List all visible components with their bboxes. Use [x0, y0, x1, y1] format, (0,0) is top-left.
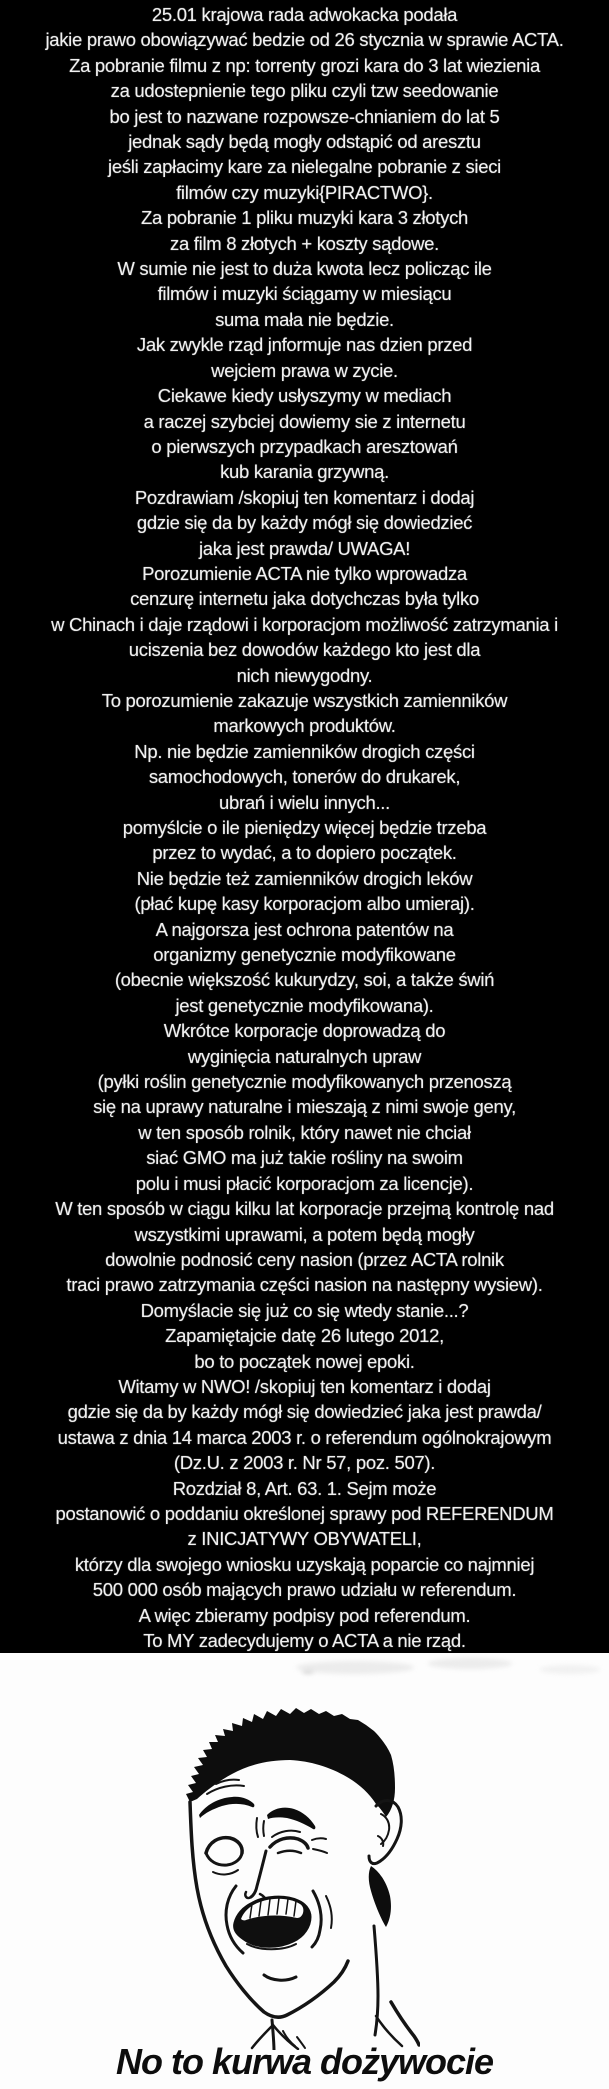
meme-caption: No to kurwa dożywocie: [115, 2041, 494, 2082]
paper-smudge: [428, 1658, 512, 1669]
meme-text-line: 500 000 osób mających prawo udziału w referendum.: [92, 1579, 517, 1601]
meme-text-line: Np. nie będzie zamienników drogich części: [134, 740, 475, 762]
meme-bottom-panel: [0, 1653, 609, 2089]
meme-text-line: Wkrótce korporacje doprowadzą do: [163, 1020, 446, 1042]
meme-text-line: gdzie się da by każdy mógł się dowiedzieć jaka jest prawda/: [67, 1401, 542, 1423]
meme-text-line: markowych produktów.: [213, 715, 396, 737]
meme-text-line: (Dz.U. z 2003 r. Nr 57, poz. 507).: [173, 1452, 436, 1474]
paper-smudge: [302, 1670, 314, 1674]
meme-text-line: Ciekawe kiedy usłyszymy w mediach: [157, 385, 452, 407]
meme-text-line: organizmy genetycznie modyfikowane: [153, 944, 456, 966]
meme-text-line: Nie będzie też zamienników drogich leków: [136, 867, 473, 889]
meme-text-line: Domyślacie się już co się wtedy stanie...?: [140, 1299, 469, 1321]
meme-text-line: filmów i muzyki ściągamy w miesiącu: [157, 283, 452, 305]
meme-text-line: Za pobranie 1 pliku muzyki kara 3 złotych: [140, 207, 469, 229]
meme-text-line: jeśli zapłacimy kare za nielegalne pobranie z sieci: [108, 156, 501, 178]
meme-text-line: polu i musi płacić korporacjom za licencje).: [135, 1172, 474, 1194]
meme-text-line: To MY zadecydujemy o ACTA a nie rząd.: [143, 1630, 466, 1651]
meme-text-line: gdzie się da by każdy mógł się dowiedzieć: [136, 512, 473, 534]
meme-text-line: wejciem prawa w zycie.: [211, 359, 398, 381]
meme-text-line: A więc zbieramy podpisy pod referendum.: [138, 1604, 471, 1626]
meme-text-line: za udostepnienie tego pliku czyli tzw seedowanie: [110, 80, 499, 102]
meme-text-line: o pierwszych przypadkach aresztowań: [151, 435, 458, 457]
meme-text-line: suma mała nie będzie.: [215, 308, 394, 330]
meme-text-line: przez to wydać, a to dopiero początek.: [152, 842, 457, 864]
paper-smudge: [540, 1665, 600, 1674]
meme-text-line: W sumie nie jest to duża kwota lecz policząc ile: [117, 258, 492, 280]
meme-text-line: nich niewygodny.: [236, 664, 373, 686]
meme-text-line: wszystkimi uprawami, a potem będą mogły: [134, 1223, 475, 1245]
meme-text-line: jednak sądy będą mogły odstąpić od aresztu: [128, 131, 481, 153]
meme-text-line: pomyślcie o ile pieniędzy więcej będzie trzeba: [122, 817, 487, 838]
meme-text-line: Pozdrawiam /skopiuj ten komentarz i dodaj: [134, 486, 475, 508]
meme-text-line: kub karania grzywną.: [220, 461, 389, 483]
meme-text-line: z INICJATYWY OBYWATELI,: [187, 1528, 422, 1550]
meme-text-line: a raczej szybciej dowiemy sie z internetu: [143, 410, 466, 432]
meme-text-line: Rozdział 8, Art. 63. 1. Sejm może: [172, 1477, 437, 1499]
meme-text-line: wyginięcia naturalnych upraw: [187, 1045, 422, 1067]
meme-text-line: samochodowych, tonerów do drukarek,: [148, 766, 461, 788]
meme-text-line: Witamy w NWO! /skopiuj ten komentarz i dodaj: [118, 1375, 491, 1397]
meme-text-line: jaka jest prawda/ UWAGA!: [198, 537, 411, 559]
meme-text-line: ubrań i wielu innych...: [218, 791, 390, 813]
meme-text-line: Za pobranie filmu z np: torrenty grozi kara do 3 lat wiezienia: [69, 54, 540, 76]
meme-text-line: 25.01 krajowa rada adwokacka podała: [151, 4, 458, 25]
meme-text-line: jest genetycznie modyfikowana).: [175, 994, 434, 1016]
yao-ming-laughing-face-icon: [140, 1690, 420, 2050]
meme-text-line: siać GMO ma już takie rośliny na swoim: [146, 1147, 463, 1169]
meme-text-line: (płać kupę kasy korporacjom albo umieraj).: [134, 893, 475, 915]
meme-text-line: dowolnie podnosić ceny nasion (przez ACTA rolnik: [105, 1248, 504, 1270]
meme-text-line: Jak zwykle rząd jnformuje nas dzien przed: [136, 334, 473, 356]
meme-text-line: którzy dla swojego wniosku uzyskają poparcie co najmniej: [74, 1553, 535, 1575]
meme-text-line: za film 8 złotych + koszty sądowe.: [170, 232, 439, 254]
meme-text-line: W ten sposób w ciągu kilku lat korporacje przejmą kontrolę nad: [55, 1198, 554, 1220]
meme-text-line: A najgorsza jest ochrona patentów na: [155, 918, 454, 940]
meme-text-line: To porozumienie zakazuje wszystkich zamienników: [101, 689, 508, 711]
meme-text-line: w Chinach i daje rządowi i korporacjom możliwość zatrzymania i: [51, 613, 558, 635]
meme-text-line: ustawa z dnia 14 marca 2003 r. o referendum ogólnokrajowym: [57, 1426, 552, 1448]
meme-text-line: filmów czy muzyki{PIRACTWO}.: [176, 181, 433, 203]
meme-text-line: jakie prawo obowiązywać bedzie od 26 stycznia w sprawie ACTA.: [45, 29, 564, 51]
meme-text-line: postanowić o poddaniu określonej sprawy pod REFERENDUM: [55, 1502, 554, 1524]
meme-text-line: traci prawo zatrzymania części nasion na następny wysiew).: [66, 1274, 543, 1296]
meme-text-line: bo to początek nowej epoki.: [194, 1350, 415, 1372]
meme-text-line: się na uprawy naturalne i mieszają z nimi swoje geny,: [93, 1096, 516, 1118]
meme-text-line: w ten sposób rolnik, który nawet nie chciał: [138, 1121, 471, 1143]
meme-text-line: uciszenia bez dowodów każdego kto jest dla: [128, 639, 481, 661]
meme-text-line: Porozumienie ACTA nie tylko wprowadza: [142, 562, 467, 584]
meme-text-line: (obecnie większość kukurydzy, soi, a także świń: [114, 969, 495, 991]
meme-text-line: cenzurę internetu jaka dotychczas była tylko: [130, 588, 479, 610]
meme-text-line: Zapamiętajcie datę 26 lutego 2012,: [165, 1325, 444, 1347]
meme-text-line: bo jest to nazwane rozpowsze-chnianiem do lat 5: [109, 105, 500, 127]
meme-text-line: (pyłki roślin genetycznie modyfikowanych przenoszą: [97, 1071, 512, 1093]
